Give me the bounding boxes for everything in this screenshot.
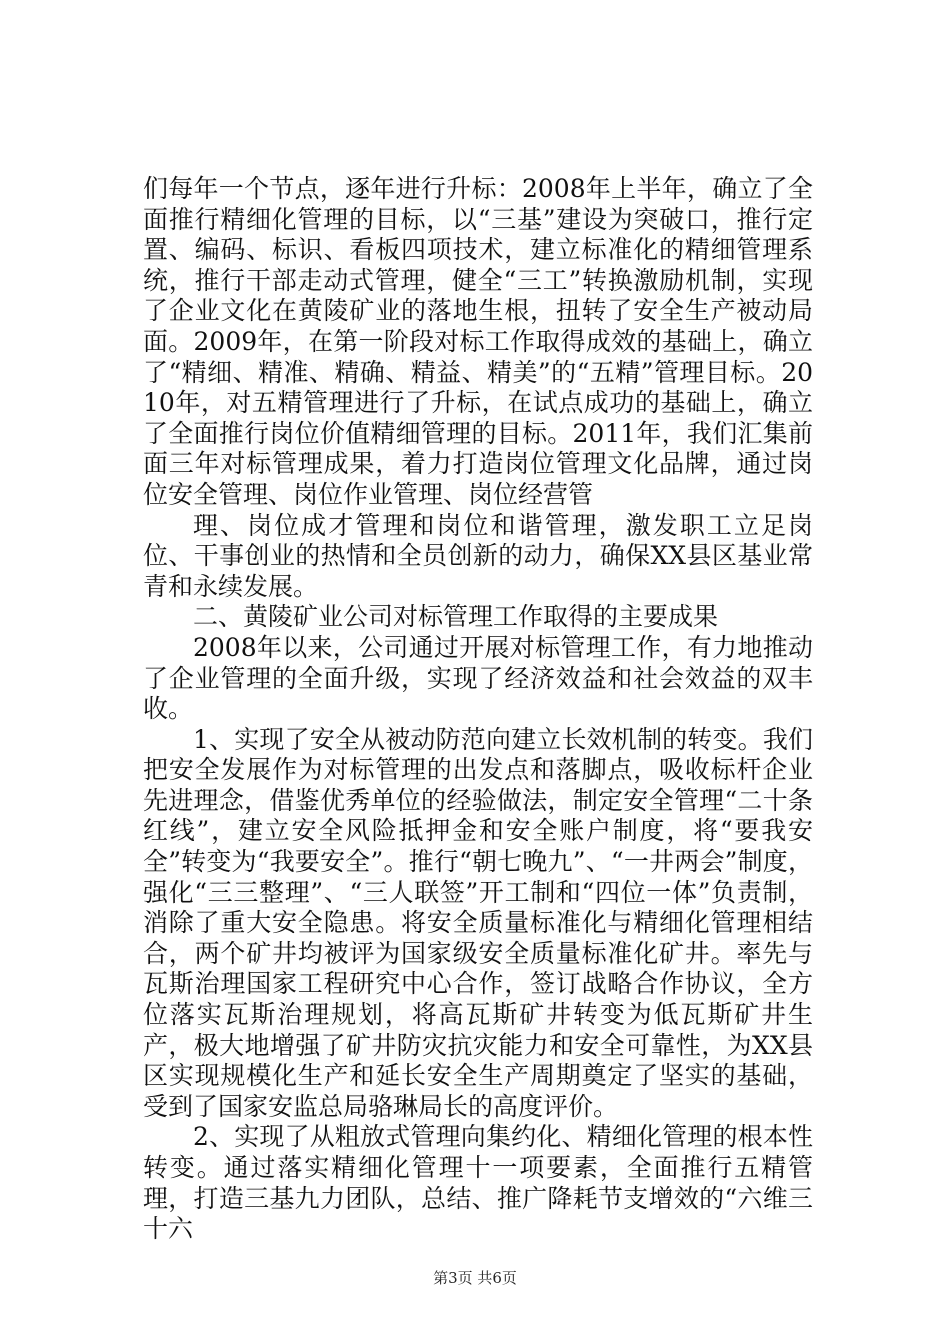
paragraph-continuation-end: 理、岗位成才管理和岗位和谐管理，激发职工立足岗位、干事创业的热情和全员创新的动力，确保XX县区基业常青和永续发展。 <box>143 510 813 601</box>
page-number: 第3页 共6页 <box>433 1269 517 1287</box>
section-heading: 二、黄陵矿业公司对标管理工作取得的主要成果 <box>193 602 719 632</box>
paragraph-continuation: 们每年一个节点，逐年进行升标：2008年上半年，确立了全面推行精细化管理的目标，以“三基”建设为突破口，推行定置、编码、标识、看板四项技术，建立标准化的精细管理系统，推行干部走动式管理，健全“三工”转换激励机制，实现了企业文化在黄陵矿业的落地生根，扭转了安全生产被动局面。2009年，在第一阶段对标工作取得成效的基础上，确立了“精细、精准、精确、精益、精美”的“五精”管理目标。2010年，对五精管理进行了升标，在试点成功的基础上，确立了全面推行岗位价值精细管理的目标。2011年，我们汇集前面三年对标管理成果，着力打造岗位管理文化品牌，通过岗位安全管理、岗位作业管理、岗位经营管 <box>143 174 813 509</box>
paragraph-achievement-1: 1、实现了安全从被动防范向建立长效机制的转变。我们把安全发展作为对标管理的出发点和落脚点，吸收标杆企业先进理念，借鉴优秀单位的经验做法，制定安全管理“二十条红线”，建立安全风险抵押金和安全账户制度，将“要我安全”转变为“我要安全”。推行“朝七晚九”、“一井两会”制度，强化“三三整理”、“三人联签”开工制和“四位一体”负责制，消除了重大安全隐患。将安全质量标准化与精细化管理相结合，两个矿井均被评为国家级安全质量标准化矿井。率先与瓦斯治理国家工程研究中心合作，签订战略合作协议，全方位落实瓦斯治理规划，将高瓦斯矿井转变为低瓦斯矿井生产，极大地增强了矿井防灾抗灾能力和安全可靠性，为XX县区实现规模化生产和延长安全生产周期奠定了坚实的基础，受到了国家安监总局骆琳局长的高度评价。 <box>143 724 813 1121</box>
paragraph-achievement-2: 2、实现了从粗放式管理向集约化、精细化管理的根本性转变。通过落实精细化管理十一项要素，全面推行五精管理，打造三基九力团队，总结、推广降耗节支增效的“六维三十六 <box>143 1122 813 1244</box>
paragraph-overview: 2008年以来，公司通过开展对标管理工作，有力地推动了企业管理的全面升级，实现了经济效益和社会效益的双丰收。 <box>143 632 813 724</box>
document-body <box>143 174 813 1245</box>
page-footer <box>0 1268 950 1288</box>
